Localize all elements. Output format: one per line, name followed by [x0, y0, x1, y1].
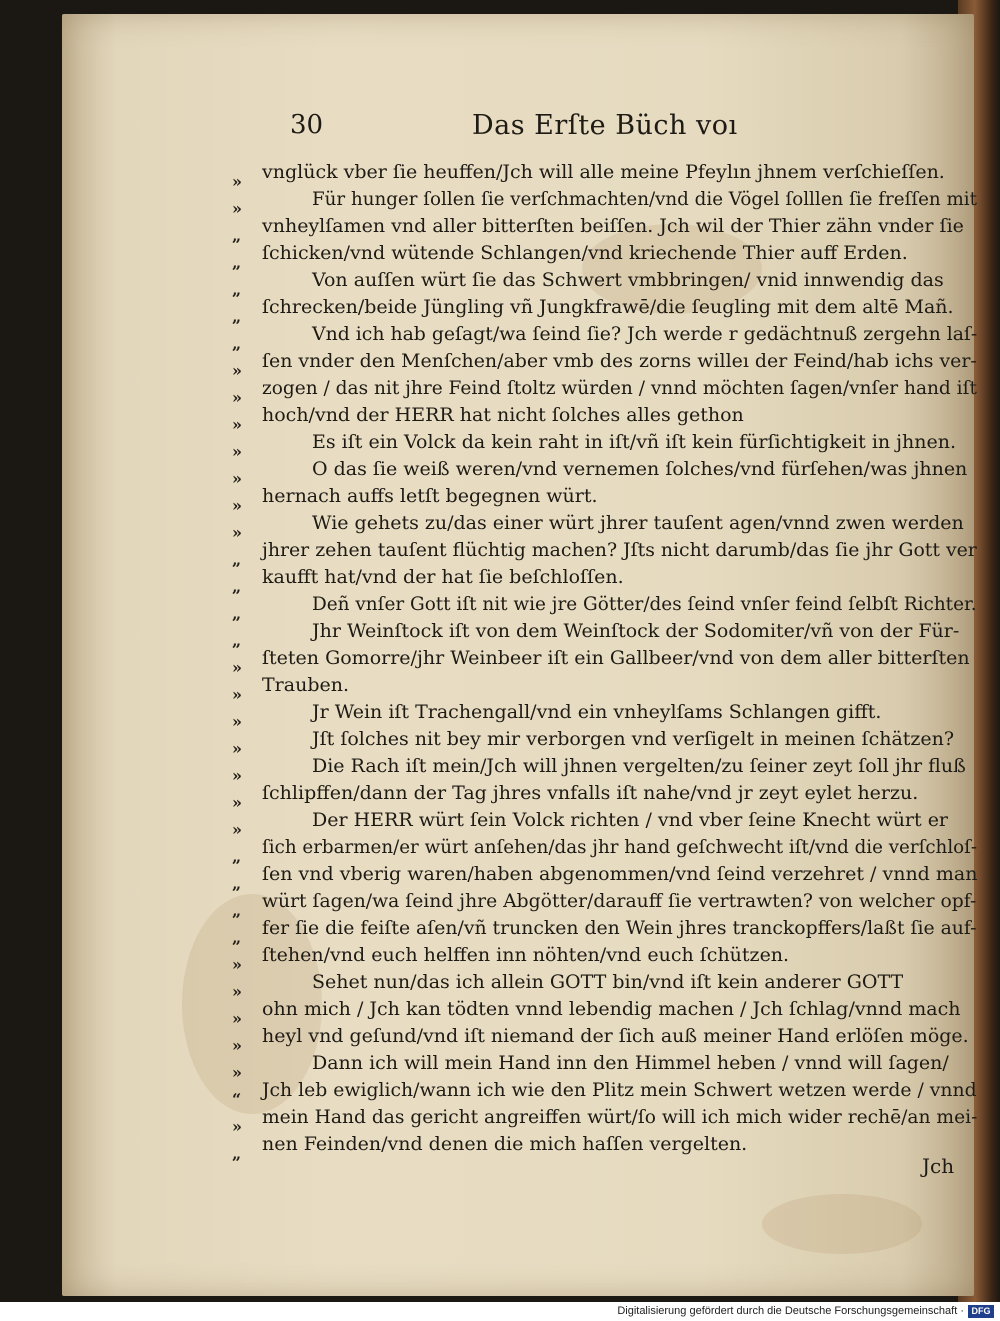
quote-mark: „ — [232, 280, 242, 299]
quote-mark: „ — [232, 226, 242, 245]
text-line: Dann ich will mein Hand inn den Himmel heben / vnnd will ſagen/ — [312, 1052, 949, 1074]
quote-mark: » — [232, 1117, 242, 1136]
page-number: 30 — [290, 110, 324, 140]
quote-mark: » — [232, 793, 242, 812]
text-line: Jr Wein iſt Trachengall/vnd ein vnheylſams Schlangen gifft. — [312, 701, 882, 723]
text-line: ſtehen/vnd euch helffen inn nöhten/vnd euch ſchützen. — [262, 944, 790, 966]
text-line: würt ſagen/wa ſeind jhre Abgötter/darauff ſie vertrawten? von welcher opf- — [262, 890, 977, 912]
text-line: Vnd ich hab geſagt/wa ſeind ſie? Jch werde r gedächtnuß zergehn laſ- — [312, 323, 978, 345]
quote-mark: „ — [232, 577, 242, 596]
quote-mark: » — [232, 658, 242, 677]
text-line: ſchicken/vnd wütende Schlangen/vnd kriechende Thier auff Erden. — [262, 242, 908, 264]
text-line: Sehet nun/das ich allein GOTT bin/vnd iſt kein anderer GOTT — [312, 971, 904, 993]
text-line: zogen / das nit jhre Feind ſtoltz würden / vnnd möchten ſagen/vnſer hand iſt — [262, 377, 977, 399]
quote-mark: „ — [232, 631, 242, 650]
text-line: vnheylſamen vnd aller bitterſten beiſſen. Jch wil der Thier zähn vnder ſie — [262, 215, 964, 237]
text-line: ſich erbarmen/er würt anſehen/das jhr hand geſchwecht iſt/vnd die verſchloſ- — [262, 836, 978, 858]
quote-mark: „ — [232, 928, 242, 947]
text-line: Für hunger ſollen ſie verſchmachten/vnd die Vögel ſolllen ſie freſſen mit — [312, 188, 977, 210]
quote-mark: » — [232, 442, 242, 461]
text-line: Die Rach iſt mein/Jch will jhnen vergelten/zu ſeiner zeyt ſoll jhr fluß — [312, 755, 966, 777]
quote-mark: » — [232, 523, 242, 542]
quote-mark: » — [232, 388, 242, 407]
text-line: kaufft hat/vnd der hat ſie beſchloſſen. — [262, 566, 624, 588]
quote-mark: „ — [232, 307, 242, 326]
text-line: Trauben. — [262, 674, 350, 696]
quote-mark: » — [232, 172, 242, 191]
text-line: heyl vnd geſund/vnd iſt niemand der ſich auß meiner Hand erlöſen möge. — [262, 1025, 969, 1047]
text-line: Von auſſen würt ſie das Schwert vmbbringen/ vnid innwendig das — [312, 269, 944, 291]
text-line: ſteten Gomorre/jhr Weinbeer iſt ein Gallbeer/vnd von dem aller bitterſten — [262, 647, 970, 669]
text-line: ſen vnd vberig waren/haben abgenommen/vnd ſeind verzehret / vnnd man — [262, 863, 978, 885]
quote-mark: » — [232, 496, 242, 515]
quote-mark: „ — [232, 874, 242, 893]
text-line: O das ſie weiß weren/vnd vernemen ſolches/vnd fürſehen/was jhnen — [312, 458, 968, 480]
quote-mark: » — [232, 469, 242, 488]
text-line: mein Hand das gericht angreiffen würt/ſo will ich mich wider rechē/an mei- — [262, 1106, 978, 1128]
quote-mark: » — [232, 415, 242, 434]
quote-mark: » — [232, 685, 242, 704]
text-line: ohn mich / Jch kan tödten vnnd lebendig machen / Jch ſchlag/vnnd mach — [262, 998, 961, 1020]
funding-credit: Digitalisierung gefördert durch die Deutsche Forschungsgemeinschaft · — [617, 1305, 964, 1317]
text-line: nen Feinden/vnd denen die mich haſſen vergelten. — [262, 1133, 748, 1155]
text-line: Deñ vnſer Gott iſt nit wie jre Götter/des ſeind vnſer feind ſelbſt Richter. — [312, 593, 977, 615]
text-line: Wie gehets zu/das einer würt jhrer tauſent agen/vnnd zwen werden — [312, 512, 964, 534]
quote-mark: » — [232, 1009, 242, 1028]
book-page — [62, 14, 978, 1296]
text-line: hoch/vnd der HERR hat nicht ſolches alles gethon — [262, 404, 744, 426]
text-line: jhrer zehen tauſent flüchtig machen? Jſts nicht darumb/das ſie jhr Gott ver — [262, 539, 977, 561]
footer-bar — [0, 1302, 1000, 1321]
text-line: Jhr Weinſtock iſt von dem Weinſtock der Sodomiter/vñ von der Für- — [312, 620, 960, 642]
text-line: Jſt ſolches nit bey mir verborgen vnd verſigelt in meinen ſchätzen? — [312, 728, 955, 750]
text-line: Der HERR würt ſein Volck richten / vnd vber ſeine Knecht würt er — [312, 809, 949, 831]
paper-stain — [762, 1194, 922, 1254]
quote-mark: „ — [232, 550, 242, 569]
quote-mark: „ — [232, 253, 242, 272]
quote-mark: » — [232, 712, 242, 731]
text-line: Es iſt ein Volck da kein raht in iſt/vñ iſt kein fürſichtigkeit in jhnen. — [312, 431, 957, 453]
quote-mark: » — [232, 1063, 242, 1082]
quote-mark: » — [232, 361, 242, 380]
quote-mark: „ — [232, 334, 242, 353]
quote-mark: » — [232, 1036, 242, 1055]
dfg-logo: DFG — [968, 1305, 994, 1318]
quote-mark: „ — [232, 1144, 242, 1163]
page-header — [62, 110, 974, 150]
quote-mark: » — [232, 955, 242, 974]
text-line: ſchrecken/beide Jüngling vñ Jungkfrawē/die ſeugling mit dem altē Mañ. — [262, 296, 954, 318]
text-line: ſen vnder den Menſchen/aber vmb des zorns willeı der Feind/hab ichs ver- — [262, 350, 977, 372]
quote-mark: “ — [232, 1090, 242, 1109]
quote-mark: » — [232, 766, 242, 785]
text-line: ſchlipffen/dann der Tag jhres vnfalls iſt nahe/vnd jr zeyt eylet herzu. — [262, 782, 919, 804]
text-line: hernach auffs letſt begegnen würt. — [262, 485, 598, 507]
text-line: fer ſie die feiſte aſen/vñ truncken den Wein jhres tranckopffers/laßt ſie auf- — [262, 917, 977, 939]
text-line: Jch leb ewiglich/wann ich wie den Plitz mein Schwert wetzen werde / vnnd — [262, 1079, 977, 1101]
quote-mark: „ — [232, 901, 242, 920]
text-line: vnglück vber ſie heuffen/Jch will alle meine Pfeylın jhnem verſchieſſen. — [262, 161, 945, 183]
running-head: Das Erſte Büch voı — [472, 110, 738, 141]
quote-mark: » — [232, 820, 242, 839]
quote-mark: » — [232, 982, 242, 1001]
quote-mark: » — [232, 199, 242, 218]
quote-mark: „ — [232, 604, 242, 623]
quote-mark: „ — [232, 847, 242, 866]
catchword: Jch — [922, 1154, 955, 1178]
quote-mark: » — [232, 739, 242, 758]
